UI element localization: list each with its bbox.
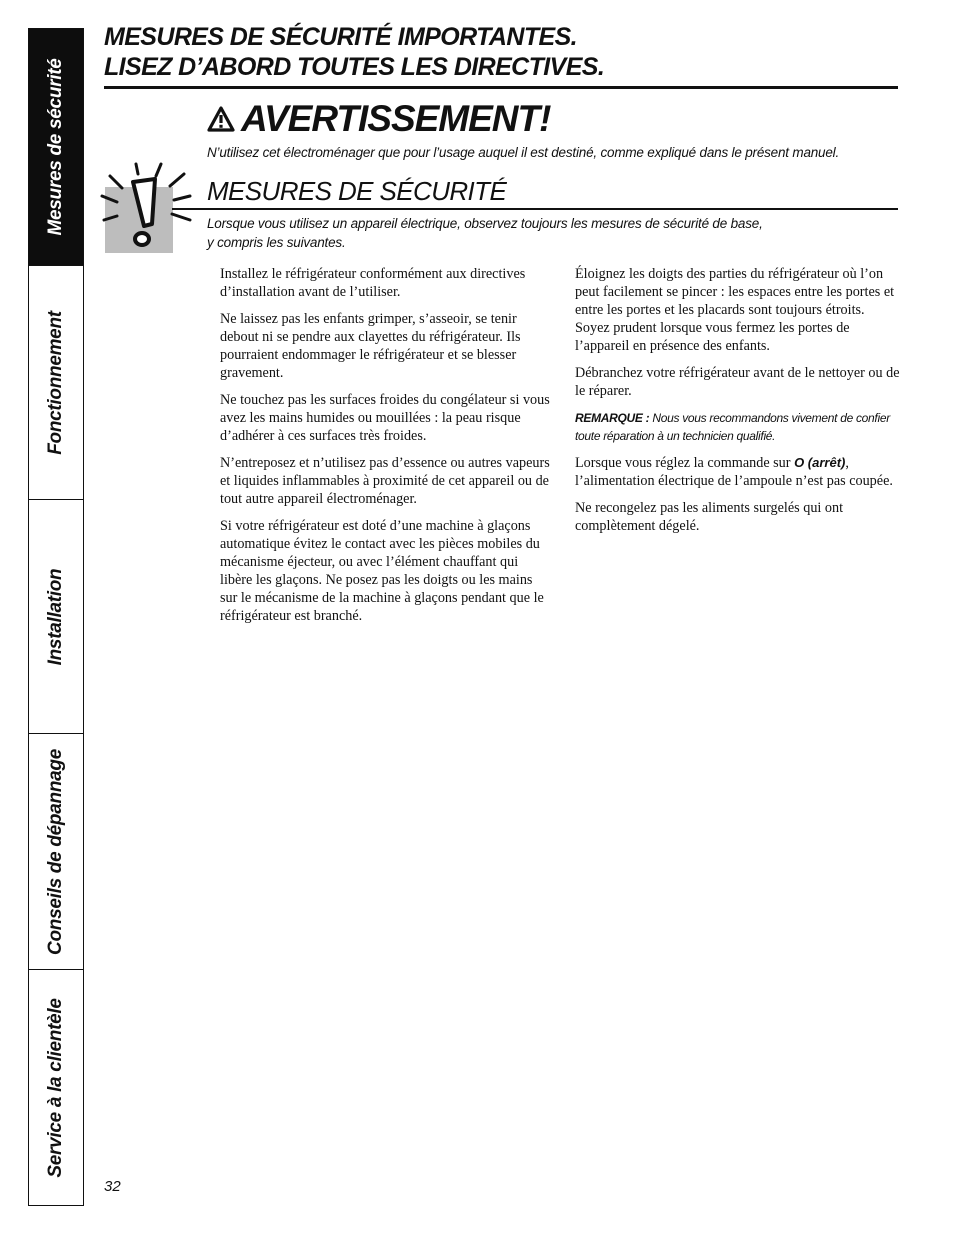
safety-item-text: , l’alimentation électrique de l’ampoule n’est pas coupée. xyxy=(575,455,893,489)
safety-item: Ne touchez pas les surfaces froides du congélateur si vous avez les mains humides ou mouillées : la peau risque d’adhérer à ces surfaces très froides. xyxy=(220,392,550,444)
safety-heading: MESURES DE SÉCURITÉ xyxy=(207,176,507,206)
safety-item: N’entreposez et n’utilisez pas d’essence ou autres vapeurs et liquides inflammables à proximité de cet appareil ou de tout autre appareil électroménager. xyxy=(220,455,550,507)
safety-intro-line2: y compris les suivantes. xyxy=(207,235,346,250)
tab-service-a-la-clientele[interactable] xyxy=(29,970,83,1205)
heading-divider xyxy=(104,86,898,89)
tab-label: Installation xyxy=(45,568,66,665)
warning-title-text: AVERTISSEMENT! xyxy=(241,98,551,139)
tab-fonctionnement[interactable] xyxy=(29,266,83,500)
tab-label: Mesures de sécurité xyxy=(45,58,66,236)
tab-mesures-de-securite[interactable] xyxy=(29,29,83,266)
safety-item: Ne laissez pas les enfants grimper, s’asseoir, se tenir debout ni se pendre aux clayettes du réfrigérateur. Ils pourraient endommager le réfrigérateur et se blesser gravement. xyxy=(220,311,521,381)
page-title xyxy=(104,22,604,82)
safety-item-text: Lorsque vous réglez la commande sur xyxy=(575,455,795,471)
remark-label: REMARQUE : xyxy=(575,411,650,425)
safety-intro-line1: Lorsque vous utilisez un appareil électrique, observez toujours les mesures de sécurité de base, xyxy=(207,216,763,231)
warning-title xyxy=(207,96,550,142)
right-column xyxy=(575,265,900,544)
off-setting-label: O (arrêt) xyxy=(794,455,846,470)
remark-text: Nous vous recommandons vivement de confier toute réparation à un technicien qualifié. xyxy=(575,411,890,443)
safety-intro xyxy=(207,214,887,252)
section-tabs xyxy=(28,28,84,1206)
safety-item: Ne recongelez pas les aliments surgelés qui ont complètement dégelé. xyxy=(575,500,844,534)
tab-label: Conseils de dépannage xyxy=(45,748,66,955)
tab-label: Service à la clientèle xyxy=(45,997,66,1178)
page-title-line1: MESURES DE SÉCURITÉ IMPORTANTES. xyxy=(104,23,577,51)
safety-item: Éloignez les doigts des parties du réfrigérateur où l’on peut facilement se pincer : les espaces entre les portes et entre les portes et les placards sont toujours étroits. Soyez prudent lorsque vous fermez les portes de l’appareil en présence des enfants. xyxy=(575,266,895,354)
remark-note xyxy=(575,409,900,445)
warning-intro: N’utilisez cet électroménager que pour l’usage auquel il est destiné, comme expliqué dans le présent manuel. xyxy=(207,145,840,160)
safety-item: Si votre réfrigérateur est doté d’une machine à glaçons automatique évitez le contact avec les pièces mobiles du mécanisme éjecteur, ou avec l’élément chauffant qui libère les glaçons. Ne posez pas les doigts ou les mains sur le mécanisme de la machine à glaçons pendant que le réfrigérateur est branché. xyxy=(220,518,544,624)
tab-conseils-de-depannage[interactable] xyxy=(29,734,83,970)
safety-item: Installez le réfrigérateur conformément aux directives d’installation avant de l’utiliser. xyxy=(220,266,526,300)
tab-installation[interactable] xyxy=(29,500,83,734)
exclamation-alert-icon xyxy=(100,160,200,260)
warning-triangle-icon xyxy=(207,106,235,132)
tab-label: Fonctionnement xyxy=(45,310,66,455)
page-number: 32 xyxy=(104,1178,121,1195)
left-column xyxy=(220,265,550,634)
safety-divider xyxy=(172,208,898,210)
page-title-line2: LISEZ D’ABORD TOUTES LES DIRECTIVES. xyxy=(104,53,605,81)
safety-item: Débranchez votre réfrigérateur avant de le nettoyer ou de le réparer. xyxy=(575,365,900,399)
safety-item xyxy=(575,454,900,490)
